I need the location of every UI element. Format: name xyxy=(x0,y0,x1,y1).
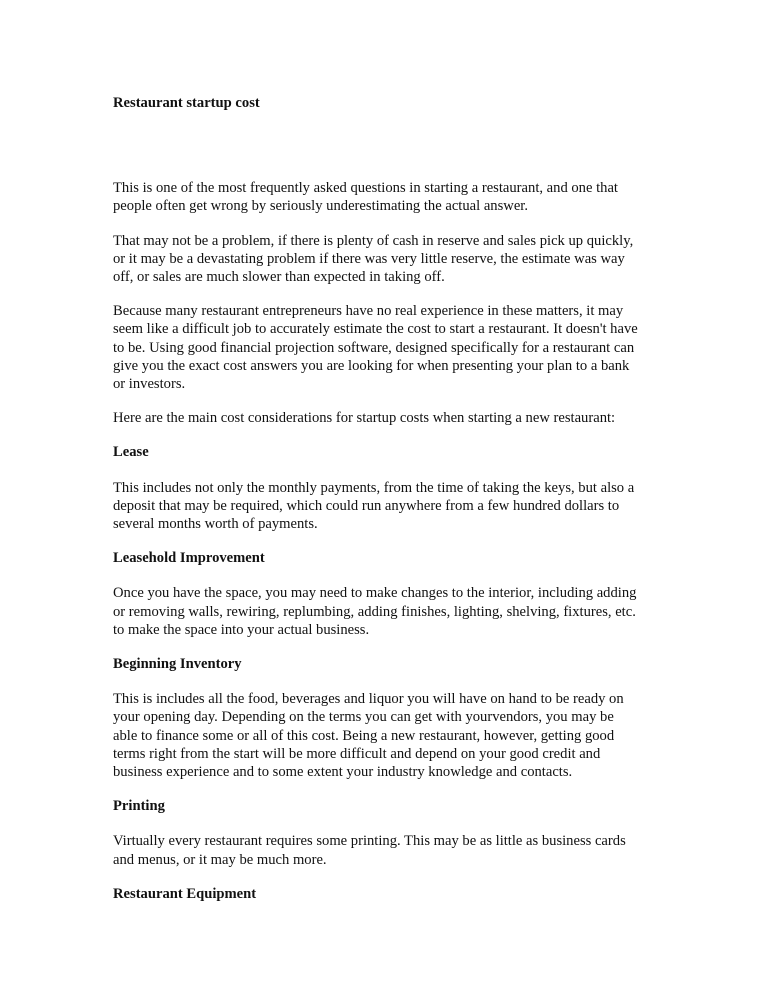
text-line: or investors. xyxy=(113,376,186,393)
intro-paragraph-1 xyxy=(113,179,653,215)
section-paragraph-lease xyxy=(113,479,653,534)
text-line: deposit that may be required, which could run anywhere from a few hundred dollars to xyxy=(113,497,620,514)
text-line: give you the exact cost answers you are looking for when presenting your plan to a bank xyxy=(113,357,630,374)
section-heading-leasehold-improvement: Leasehold Improvement xyxy=(113,550,265,567)
text-line: Once you have the space, you may need to make changes to the interior, including adding xyxy=(113,585,637,602)
text-line: people often get wrong by seriously underestimating the actual answer. xyxy=(113,198,528,215)
intro-paragraph-2 xyxy=(113,232,653,287)
text-line: to be. Using good financial projection software, designed specifically for a restaurant can xyxy=(113,339,635,356)
section-heading-restaurant-equipment: Restaurant Equipment xyxy=(113,885,257,902)
document-title: Restaurant startup cost xyxy=(113,95,260,111)
text-line: This includes not only the monthly payments, from the time of taking the keys, but also a xyxy=(113,479,635,496)
text-line: off, or sales are much slower than expected in taking off. xyxy=(113,269,445,286)
section-heading-printing: Printing xyxy=(113,798,165,815)
text-line: seem like a difficult job to accurately estimate the cost to start a restaurant. It doesn't have xyxy=(113,321,638,338)
text-line: Virtually every restaurant requires some printing. This may be as little as business cards xyxy=(113,833,626,850)
section-heading-lease: Lease xyxy=(113,444,149,461)
text-line: Because many restaurant entrepreneurs have no real experience in these matters, it may xyxy=(113,303,624,320)
text-line: your opening day. Depending on the terms you can get with yourvendors, you may be xyxy=(113,709,614,726)
text-line: terms right from the start will be more difficult and depend on your good credit and xyxy=(113,745,601,762)
text-line: business experience and to some extent your industry knowledge and contacts. xyxy=(113,764,573,781)
text-line: several months worth of payments. xyxy=(113,516,318,533)
text-line: or it may be a devastating problem if there was very little reserve, the estimate was way xyxy=(113,250,625,267)
section-heading-beginning-inventory: Beginning Inventory xyxy=(113,656,242,673)
section-paragraph-beginning-inventory xyxy=(113,690,653,781)
text-line: and menus, or it may be much more. xyxy=(113,851,327,868)
text-line: able to finance some or all of this cost. Being a new restaurant, however, getting good xyxy=(113,727,615,744)
document-body xyxy=(113,94,653,920)
section-paragraph-printing xyxy=(113,832,653,868)
text-line: That may not be a problem, if there is plenty of cash in reserve and sales pick up quickly, xyxy=(113,232,634,249)
section-paragraph-leasehold-improvement xyxy=(113,584,653,639)
text-line: Here are the main cost considerations for startup costs when starting a new restaurant: xyxy=(113,410,616,427)
text-line: This is one of the most frequently asked questions in starting a restaurant, and one that xyxy=(113,180,618,197)
text-line: to make the space into your actual business. xyxy=(113,621,370,638)
intro-paragraph-3 xyxy=(113,302,653,393)
text-line: or removing walls, rewiring, replumbing, adding finishes, lighting, shelving, fixtures, etc. xyxy=(113,603,636,620)
intro-paragraph-4 xyxy=(113,409,653,427)
text-line: This is includes all the food, beverages and liquor you will have on hand to be ready on xyxy=(113,691,624,708)
